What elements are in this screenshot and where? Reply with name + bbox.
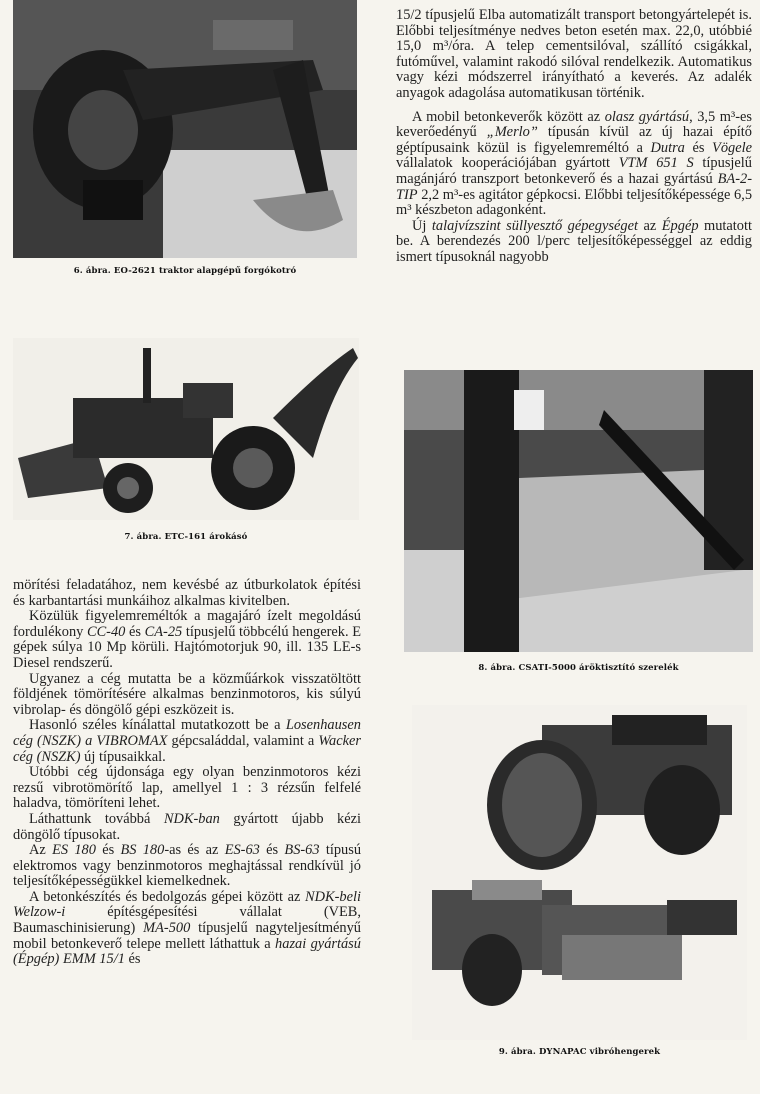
left-column-text: [13, 578, 361, 968]
figure-7-caption: 7. ábra. ETC-161 árokásó: [124, 532, 248, 542]
left-paragraph-3: Ugyanez a cég mutatta be a közműárkok visszatöltött földjének tömörítésére alkalmas benzinmotoros, kis súlyú vibrolap- és döngölő gépi eszközeit is.: [13, 670, 361, 718]
right-paragraph-2: A mobil betonkeverők között az olasz gyártású, 3,5 m³-es keverőedényű „Merlo” típusán kívül az új hazai építő géptípusaink közül is figyelemreméltó a Dutra és Vögele vállalatok kooperációjában gyártott VTM 651 S típusjelű magánjáró transzport betonkeverő és a hazai gyártású BA-2-TIP 2,2 m³-es agitátor gépkocsi. Előbbi teljesítőképessége 6,5 m³ készbeton adagonként.: [396, 108, 753, 219]
left-paragraph-2: Közülük figyelemreméltók a magajáró ízelt megoldású fordulékony CC-40 és CA-25 típusjelű többcélú hengerek. E gépek súlya 10 Mp körüli. Hajtómotorjuk 90, ill. 135 LE-s Diesel rendszerű.: [13, 608, 362, 671]
figure-9-photo: [412, 705, 747, 1040]
figure-9-caption: 9. ábra. DYNAPAC vibróhengerek: [498, 1047, 661, 1057]
left-paragraph-4: Hasonló széles kínálattal mutatkozott be a Losenhausen cég (NSZK) a VIBROMAX gépcsaláddal, valamint a Wacker cég (NSZK) új típusaikkal.: [13, 717, 362, 765]
left-paragraph-8: A betonkészítés és bedolgozás gépei között az NDK-beli Welzow-i építésgépesítési vállalat (VEB, Baumaschinisierung) MA-500 típusjelű nagyteljesítményű mobil betonkeverő telepe mellett láthattuk a hazai gyártású (Épgép) EMM 15/1 és: [13, 888, 361, 968]
left-paragraph-7: Az ES 180 és BS 180-as és az ES-63 és BS-63 típusú elektromos vagy benzinmotoros meghajtással rendkívül jó teljesítőképességükkel kiemelkednek.: [13, 842, 362, 890]
right-paragraph-3: Új talajvízszint süllyesztő gépegységet az Épgép mutatott be. A berendezés 200 l/perc teljesítőképességgel az eddig ismert típusoknál nagyobb: [396, 217, 752, 265]
figure-8-photo: [404, 370, 753, 652]
right-column-text: [396, 8, 752, 266]
figure-6-caption: 6. ábra. EO-2621 traktor alapgépű forgókotró: [73, 266, 297, 276]
left-paragraph-1: mörítési feladatához, nem kevésbé az útburkolatok építési és karbantartási munkáihoz alkalmas kivitelben.: [13, 577, 361, 609]
figure-8-caption: 8. ábra. CSATI-5000 áröktisztító szerelék: [478, 663, 679, 673]
right-paragraph-1: 15/2 típusjelű Elba automatizált transport betongyártelepét is. Előbbi teljesítménye nedves beton esetén max. 22,0, utóbbié 15,0 m³/óra. A telep cementsilóval, szállító csigákkal, futóművel, valamint rakodó silóval rendelkezik. Automatikus vagy kézi módszerrel irányítható a keverés. Az adalék anyagok adagolása automatikusan történik.: [396, 7, 752, 101]
figure-6-photo: [13, 0, 357, 258]
figure-7-photo: [13, 338, 359, 520]
left-paragraph-6: Láthattunk továbbá NDK-ban gyártott újabb kézi döngölő típusokat.: [13, 810, 361, 843]
left-paragraph-5: Utóbbi cég újdonsága egy olyan benzinmotoros kézi rezsű vibrotömörítő lap, amellyel 1 : 3 rézsűn felfelé haladva, tömöríteni lehet.: [13, 764, 361, 812]
